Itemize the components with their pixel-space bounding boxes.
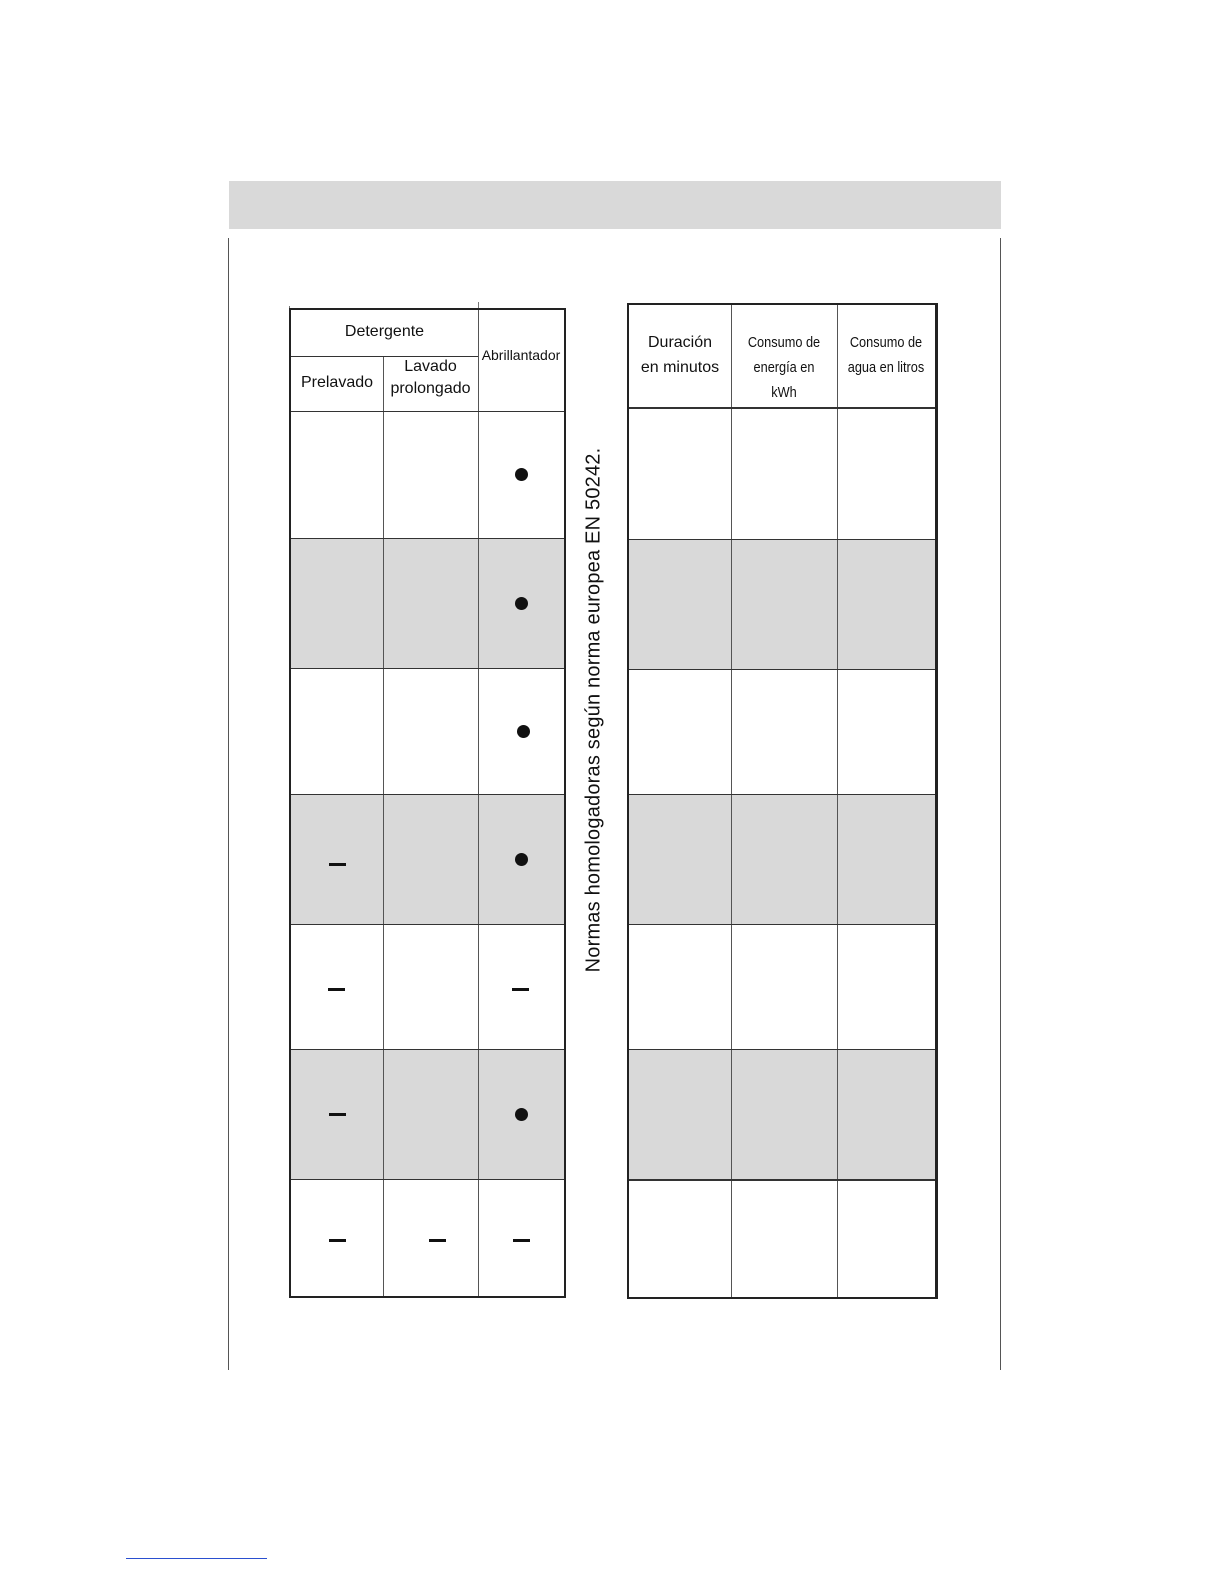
detergente-header: Detergente [344, 323, 425, 340]
row-divider [629, 794, 935, 795]
abrillantador-mark-row4 [478, 794, 564, 924]
row-divider [629, 669, 935, 670]
dash-icon [329, 863, 346, 866]
abrillantador-mark-row7 [478, 1179, 564, 1301]
row-divider [629, 539, 935, 540]
dash-icon [329, 1113, 346, 1116]
duracion-header: Duración en minutos [640, 334, 720, 376]
shaded-row [629, 1049, 935, 1179]
column-divider [837, 305, 838, 1297]
abrillantador-mark-row6 [478, 1049, 564, 1179]
abrillantador-mark-row5 [478, 924, 562, 1054]
dash-icon [328, 988, 345, 991]
prelavado-mark-row5 [291, 924, 381, 1054]
dash-icon [512, 988, 529, 991]
footer-link-underline [126, 1558, 267, 1559]
detergent-table [289, 308, 566, 1298]
dot-icon [515, 468, 528, 481]
dash-icon [513, 1239, 530, 1242]
lavado-prolongado-header: Lavado prolongado [390, 358, 471, 398]
dot-icon [515, 1108, 528, 1121]
energia-header: Consumo de energía en kWh [747, 334, 821, 401]
dash-icon [329, 1239, 346, 1242]
dot-icon [515, 853, 528, 866]
shaded-row [629, 539, 935, 669]
dot-icon [515, 597, 528, 610]
abrillantador-header: Abrillantador [481, 347, 561, 363]
prelavado-mark-row4 [291, 794, 383, 934]
page-frame-left-rule [228, 238, 229, 1370]
prelavado-header: Prelavado [300, 374, 374, 391]
section-header-bar [229, 181, 1001, 229]
standards-note-text: Normas homologadoras según norma europea EN 50242. [582, 447, 605, 973]
lavado-prolongado-mark-row7 [383, 1179, 491, 1301]
prelavado-mark-row7 [291, 1179, 383, 1301]
abrillantador-mark-row2 [478, 538, 564, 668]
header-bottom-line [629, 407, 935, 409]
row-divider [629, 1179, 935, 1181]
column-divider [731, 305, 732, 1297]
dash-icon [429, 1239, 446, 1242]
consumption-table [627, 303, 938, 1299]
column-divider [383, 356, 384, 1296]
abrillantador-mark-row1 [478, 411, 564, 538]
dot-icon [517, 725, 530, 738]
row-divider [629, 924, 935, 925]
abrillantador-mark-row3 [478, 668, 568, 794]
agua-header: Consumo de agua en litros [847, 334, 925, 376]
shaded-row [629, 794, 935, 924]
prelavado-mark-row6 [291, 1049, 383, 1179]
page-frame-right-rule [1000, 238, 1001, 1370]
row-divider [629, 1049, 935, 1050]
